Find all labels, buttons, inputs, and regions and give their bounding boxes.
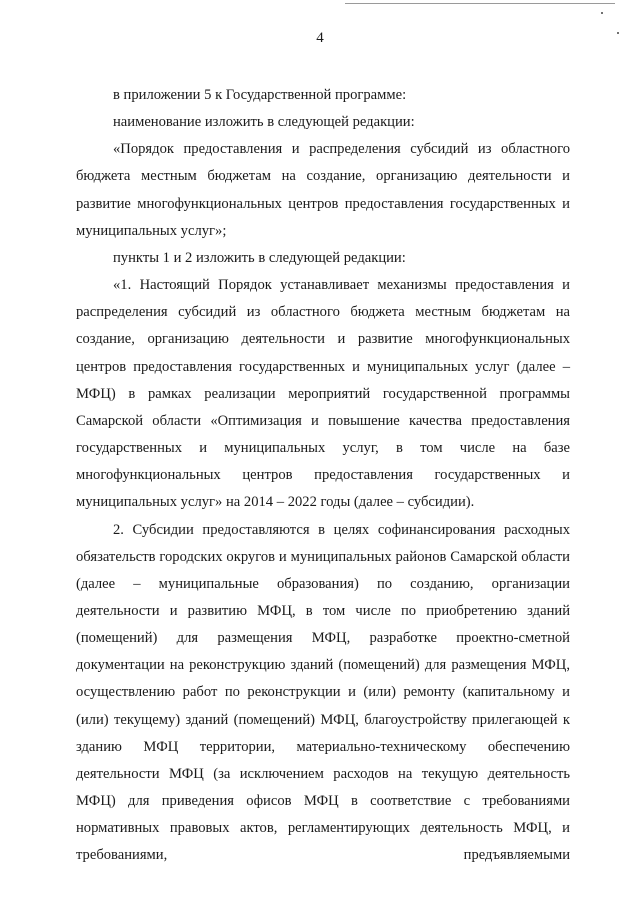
- page-number: 4: [316, 30, 324, 46]
- scan-top-rule: [345, 3, 615, 4]
- paragraph-point-2: 2. Субсидии предоставляются в целях софинансирования расходных обязательств городских округов и муниципальных районов Самарской области (далее – муниципальные образования) по созданию, организации деятельности и развитию МФЦ, в том числе по приобретению зданий (помещений) для размещения МФЦ, разработке проектно-сметной документации на реконструкцию зданий (помещений) для размещения МФЦ, осуществлению работ по реконструкции и (или) ремонту (капитальному и (или) текущему) зданий (помещений) МФЦ, благоустройству прилегающей к зданию МФЦ территории, материально-техническому обеспечению деятельности МФЦ (за исключением расходов на текущую деятельность МФЦ) для приведения офисов МФЦ в соответствие с требованиями нормативных правовых актов, регламентирующих деятельность МФЦ, и требованиями, предъявляемыми: [76, 521, 570, 864]
- paragraph-title-instruction: наименование изложить в следующей редакции:: [113, 114, 415, 131]
- document-body: [76, 82, 570, 870]
- paragraph-point-1: «1. Настоящий Порядок устанавливает механизмы предоставления и распределения субсидий из областного бюджета местным бюджетам на создание, организацию деятельности и развитие многофункциональных центров предоставления государственных и муниципальных услуг (далее – МФЦ) в рамках реализации мероприятий государственной программы Самарской области «Оптимизация и повышение качества предоставления государственных и муниципальных услуг, в том числе на базе многофункциональных центров предоставления государственных и муниципальных услуг» на 2014 – 2022 годы (далее – субсидии).: [76, 277, 570, 511]
- paragraph-appendix-intro: в приложении 5 к Государственной программе:: [113, 87, 407, 103]
- scan-speck: [601, 12, 603, 14]
- paragraph-new-title: «Порядок предоставления и распределения субсидий из областного бюджета местным бюджетам на создание, организацию деятельности и развитие многофункциональных центров предоставления государственных и муниципальных услуг»;: [76, 141, 570, 239]
- paragraph-points-instruction: пункты 1 и 2 изложить в следующей редакции:: [113, 249, 406, 266]
